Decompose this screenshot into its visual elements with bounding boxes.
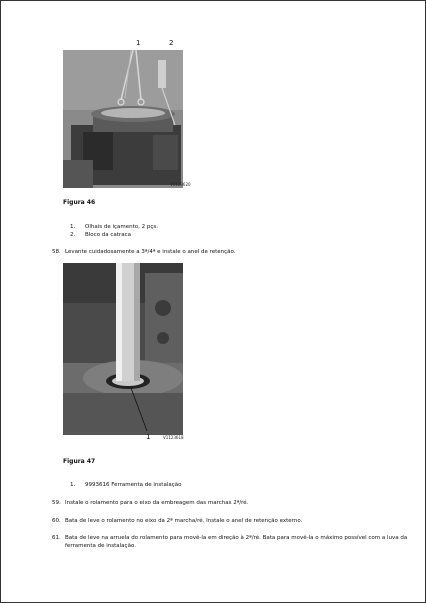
- list-item-text: Olhais de içamento, 2 pçs.: [85, 224, 159, 230]
- step-text: Bata de leve o rolamento no eixo da 2ª marcha/ré. Instale o anel de retenção externo.: [65, 518, 303, 524]
- figure-47-photo: [63, 263, 183, 435]
- step-text: Instale o rolamento para o eixo da embreagem das marchas 2ª/ré.: [65, 500, 249, 506]
- callout-1: 1: [146, 433, 151, 441]
- list-item: [70, 224, 370, 232]
- list-item: [70, 232, 370, 240]
- figure-caption: Figura 47: [63, 458, 96, 465]
- step-number: 59.: [52, 500, 61, 506]
- list-item-text: Bloco da catraca: [85, 232, 131, 238]
- step-number: 58.: [52, 249, 61, 255]
- step-text: Levante cuidadosamente a 3ª/4ª e instale o anel de retenção.: [65, 249, 236, 255]
- step-number: 60.: [52, 518, 61, 524]
- figure-code: V1123618: [163, 435, 184, 440]
- installation-photo-illustration: [63, 263, 183, 435]
- list-item: [70, 482, 370, 490]
- list-item-number: 1.: [70, 224, 76, 230]
- list-item-text: 9993616 Ferramenta de instalação: [85, 482, 182, 488]
- figure-46-photo: [63, 50, 183, 188]
- callout-2: 2: [169, 39, 174, 47]
- callout-1: 1: [136, 39, 141, 47]
- figure-caption: Figura 46: [63, 199, 96, 206]
- list-item-number: 1.: [70, 482, 76, 488]
- lifting-photo-illustration: [63, 50, 183, 188]
- figure-code: V1123620: [170, 182, 191, 187]
- step-number: 61.: [52, 535, 61, 541]
- list-item-number: 2.: [70, 232, 76, 238]
- step-text: Bata de leve na arruela do rolamento para movê-la em direção à 2ª/ré. Bata para movê-la o máximo possível com a luva da ferramenta de instalação.: [65, 535, 408, 549]
